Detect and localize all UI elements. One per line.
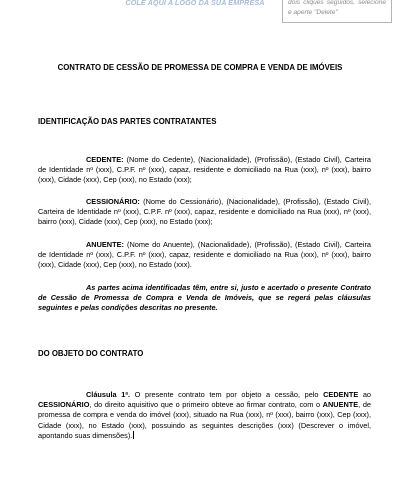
section-heading-object: DO OBJETO DO CONTRATO bbox=[38, 349, 144, 358]
instruction-note-box[interactable]: dois cliques seguidos, selecione e aperte "Delete" bbox=[282, 0, 392, 23]
agreement-statement: As partes acima identificadas têm, entre si, justo e acertado o presente Contrato de Cessão de Promessa de Compra e Venda de Imóveis, que se regerá pelas cláusulas seguintes e pelas condições descritas no presente. bbox=[38, 283, 371, 313]
logo-placeholder[interactable]: COLE AQUI A LOGO DA SUA EMPRESA bbox=[125, 0, 265, 7]
document-title: CONTRATO DE CESSÃO DE PROMESSA DE COMPRA E VENDA DE IMÓVEIS bbox=[57, 63, 343, 72]
section-heading-parties: IDENTIFICAÇÃO DAS PARTES CONTRATANTES bbox=[38, 117, 217, 126]
clause-1-text: O presente contrato tem por objeto a cessão, pelo bbox=[130, 390, 324, 399]
clause-1-text: , de promessa de compra e venda do imóvel (xxx), situado na Rua (xxx), nº (xxx), bairro (xxx), Cep (xxx), Cidade (xxx), no Estado (xxx), possuindo as seguintes descrições (xxx) (Descrever o imóvel, apontando suas dimensões). bbox=[38, 400, 371, 440]
anuente-label: ANUENTE: bbox=[86, 240, 124, 249]
clause-1-cedente: CEDENTE bbox=[323, 390, 359, 399]
clause-1-text: ao bbox=[358, 390, 371, 399]
anuente-text: (Nome do Anuente), (Nacionalidade), (Profissão), (Estado Civil), Carteira de Identidade nº (xxx), C.P.F. nº (xxx), capaz, residente e domiciliado na Rua (xxx), nº (xxx), bairro (xxx), Cidade (xxx), Cep (xxx), no Estado (xxx). bbox=[38, 240, 371, 270]
party-anuente bbox=[38, 240, 371, 271]
clause-1 bbox=[38, 390, 371, 441]
clause-1-anuente: ANUENTE bbox=[322, 400, 359, 410]
clause-1-text: , do direito aquisitivo que o primeiro obteve ao firmar contrato, com o bbox=[89, 400, 323, 410]
party-cessionario bbox=[38, 197, 371, 228]
clause-1-label: Cláusula 1ª. bbox=[86, 390, 131, 399]
cessionario-text: (Nome do Cessionário), (Nacionalidade), (Profissão), (Estado Civil), Carteira de Identidade nº (xxx), C.P.F. nº (xxx), capaz, residente e domiciliado na Rua (xxx), nº (xxx), bairro (xxx), Cidade (xxx), Cep (xxx), no Estado (xxx); bbox=[38, 197, 371, 227]
cedente-label: CEDENTE: bbox=[86, 155, 124, 164]
cedente-text: (Nome do Cedente), (Nacionalidade), (Profissão), (Estado Civil), Carteira de Identidade nº (xxx), C.P.F. nº (xxx), capaz, residente e domiciliado na Rua (xxx), nº (xxx), bairro (xxx), Cidade (xxx), Cep (xxx), no Estado (xxx); bbox=[38, 155, 371, 185]
clause-1-cessionario: CESSIONÁRIO bbox=[38, 400, 90, 410]
cessionario-label: CESSIONÁRIO: bbox=[86, 197, 140, 206]
party-cedente bbox=[38, 155, 371, 186]
text-cursor bbox=[133, 431, 134, 439]
